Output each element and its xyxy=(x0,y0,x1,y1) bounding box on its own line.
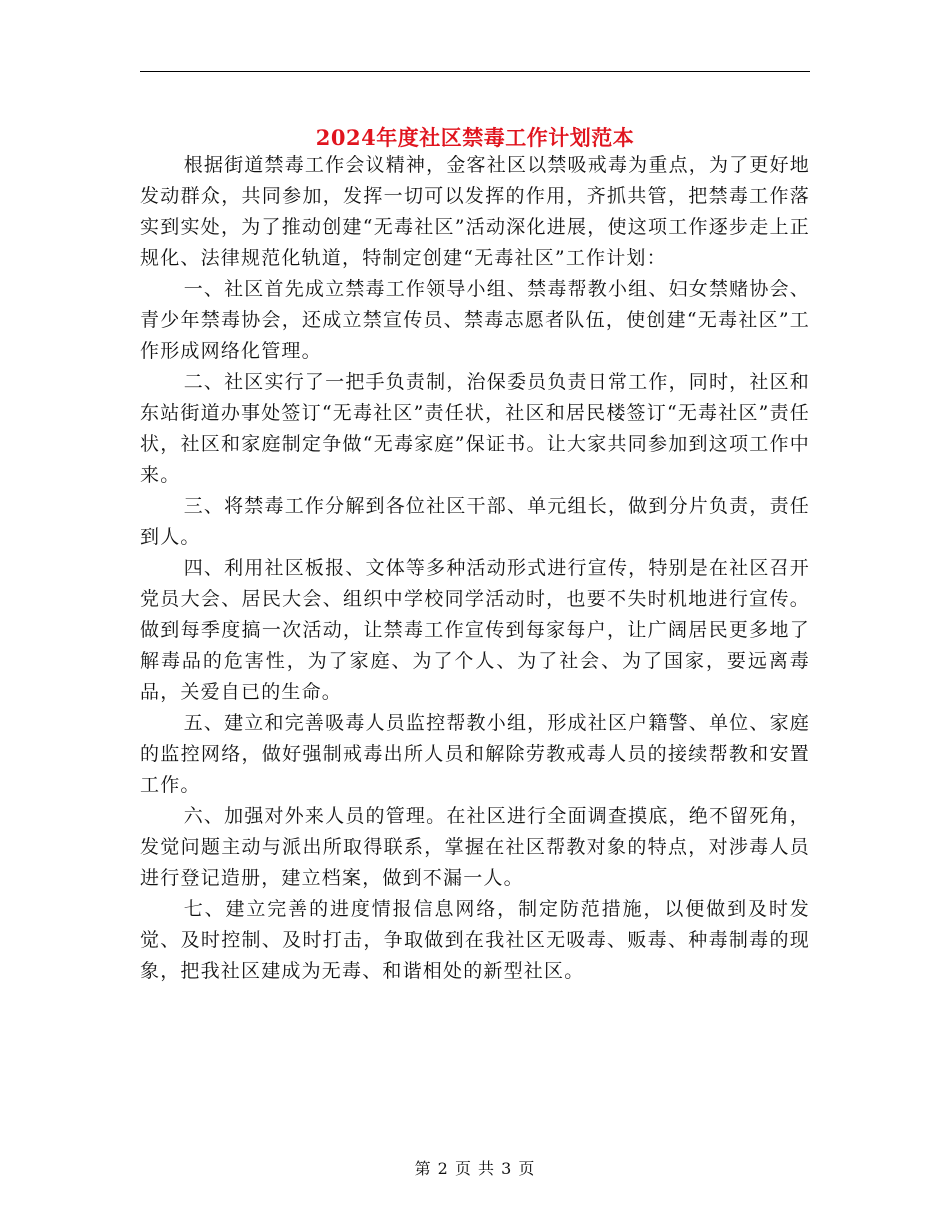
paragraph-item-5: 五、建立和完善吸毒人员监控帮教小组，形成社区户籍警、单位、家庭的监控网络，做好强制戒毒出所人员和解除劳教戒毒人员的接续帮教和安置工作。 xyxy=(140,712,810,796)
document-title: 2024年度社区禁毒工作计划范本 xyxy=(315,125,635,151)
paragraph-item-3: 三、将禁毒工作分解到各位社区干部、单元组长，做到分片负责，责任到人。 xyxy=(140,495,810,548)
paragraph-item-7: 七、建立完善的进度情报信息网络，制定防范措施，以便做到及时发觉、及时控制、及时打击，争取做到在我社区无吸毒、贩毒、种毒制毒的现象，把我社区建成为无毒、和谐相处的新型社区。 xyxy=(140,898,810,982)
header-rule xyxy=(140,71,810,72)
paragraph-item-1: 一、社区首先成立禁毒工作领导小组、禁毒帮教小组、妇女禁赌协会、青少年禁毒协会，还成立禁宣传员、禁毒志愿者队伍，使创建“无毒社区”工作形成网络化管理。 xyxy=(140,278,810,362)
page-number: 第 2 页 共 3 页 xyxy=(414,1159,536,1178)
document-body xyxy=(140,150,810,987)
paragraph-item-4: 四、利用社区板报、文体等多种活动形式进行宣传，特别是在社区召开党员大会、居民大会、组织中学校同学活动时，也要不失时机地进行宣传。做到每季度搞一次活动，让禁毒工作宣传到每家每户，让广阔居民更多地了解毒品的危害性，为了家庭、为了个人、为了社会、为了国家，要远离毒品，关爱自已的生命。 xyxy=(140,557,810,703)
paragraph-item-6: 六、加强对外来人员的管理。在社区进行全面调查摸底，绝不留死角，发觉问题主动与派出所取得联系，掌握在社区帮教对象的特点，对涉毒人员进行登记造册，建立档案，做到不漏一人。 xyxy=(140,805,810,889)
paragraph-item-2: 二、社区实行了一把手负责制，治保委员负责日常工作，同时，社区和东站街道办事处签订“无毒社区”责任状，社区和居民楼签订“无毒社区”责任状，社区和家庭制定争做“无毒家庭”保证书。让大家共同参加到这项工作中来。 xyxy=(140,371,810,486)
paragraph-intro: 根据街道禁毒工作会议精神，金客社区以禁吸戒毒为重点，为了更好地发动群众，共同参加，发挥一切可以发挥的作用，齐抓共管，把禁毒工作落实到实处，为了推动创建“无毒社区”活动深化进展，使这项工作逐步走上正规化、法律规范化轨道，特制定创建“无毒社区”工作计划： xyxy=(140,154,810,269)
